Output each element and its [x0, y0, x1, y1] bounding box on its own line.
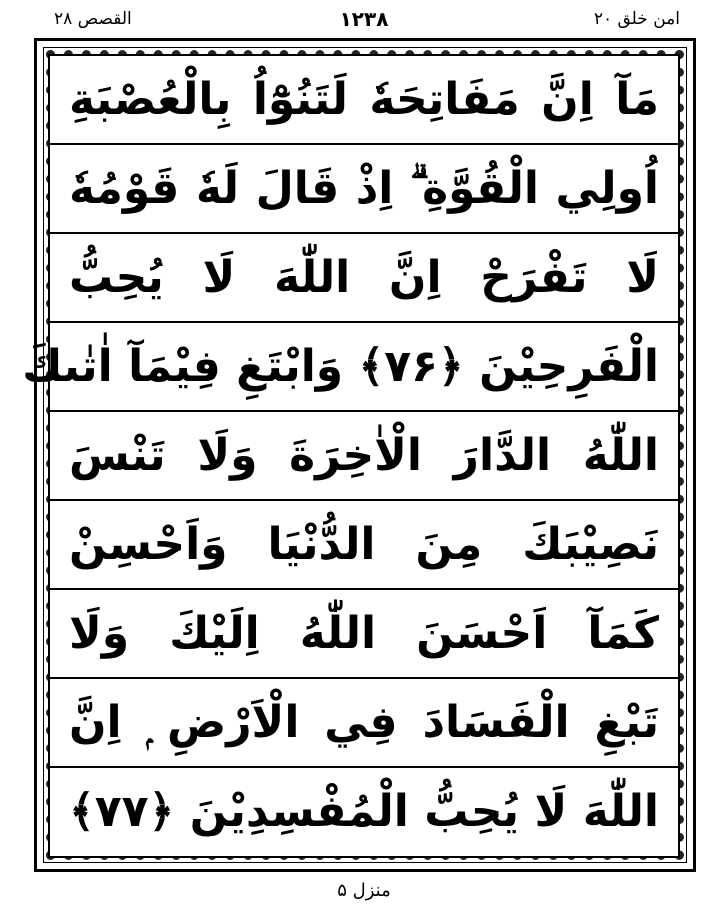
- verse-line-4: [22, 323, 678, 412]
- verse-line-8: [50, 679, 678, 768]
- para-label: امن خلق ۲۰: [593, 9, 680, 29]
- verse-line-text: نَصِيْبَكَ مِنَ الدُّنْيَا وَاَحْسِنْ: [69, 518, 659, 570]
- verse-line-text: كَمَآ اَحْسَنَ اللّٰهُ اِلَيْكَ وَلَا: [69, 607, 659, 659]
- verse-line-7: [50, 590, 678, 679]
- verse-line-5: [50, 412, 678, 501]
- verse-line-3: [50, 234, 678, 323]
- verse-text-panel: [22, 54, 680, 858]
- verse-line-text: لَا تَفْرَحْ اِنَّ اللّٰهَ لَا يُحِبُّ: [69, 251, 659, 303]
- page-number: ۱۲۳۸: [339, 7, 389, 31]
- verse-line-6: [50, 501, 678, 590]
- manzil-label: منزل ۵: [337, 880, 391, 901]
- verse-line-text: تَبْغِ الْفَسَادَ فِي الْاَرْضِ ۭ اِنَّ: [69, 696, 659, 748]
- verse-line-text: الْفَرِحِيْنَ ﴿۷۶﴾ وَابْتَغِ فِيْمَآ اٰتٰىكَ: [22, 340, 659, 392]
- verse-line-text: مَآ اِنَّ مَفَاتِحَهٗ لَتَنُوْٓاُ بِالْعُصْبَةِ: [69, 73, 659, 125]
- verse-line-text: اُولِي الْقُوَّةِ ۗ اِذْ قَالَ لَهٗ قَوْمُهٗ: [69, 162, 659, 214]
- verse-line-text: اللّٰهَ لَا يُحِبُّ الْمُفْسِدِيْنَ ﴿۷۷﴾: [69, 786, 659, 837]
- surah-label: القصص ۲۸: [54, 9, 132, 29]
- verse-line-9: [50, 768, 678, 856]
- verse-line-1: [50, 56, 678, 145]
- verse-line-2: [50, 145, 678, 234]
- page-header: [0, 0, 728, 40]
- verse-line-text: اللّٰهُ الدَّارَ الْاٰخِرَةَ وَلَا تَنْسَ: [69, 429, 659, 481]
